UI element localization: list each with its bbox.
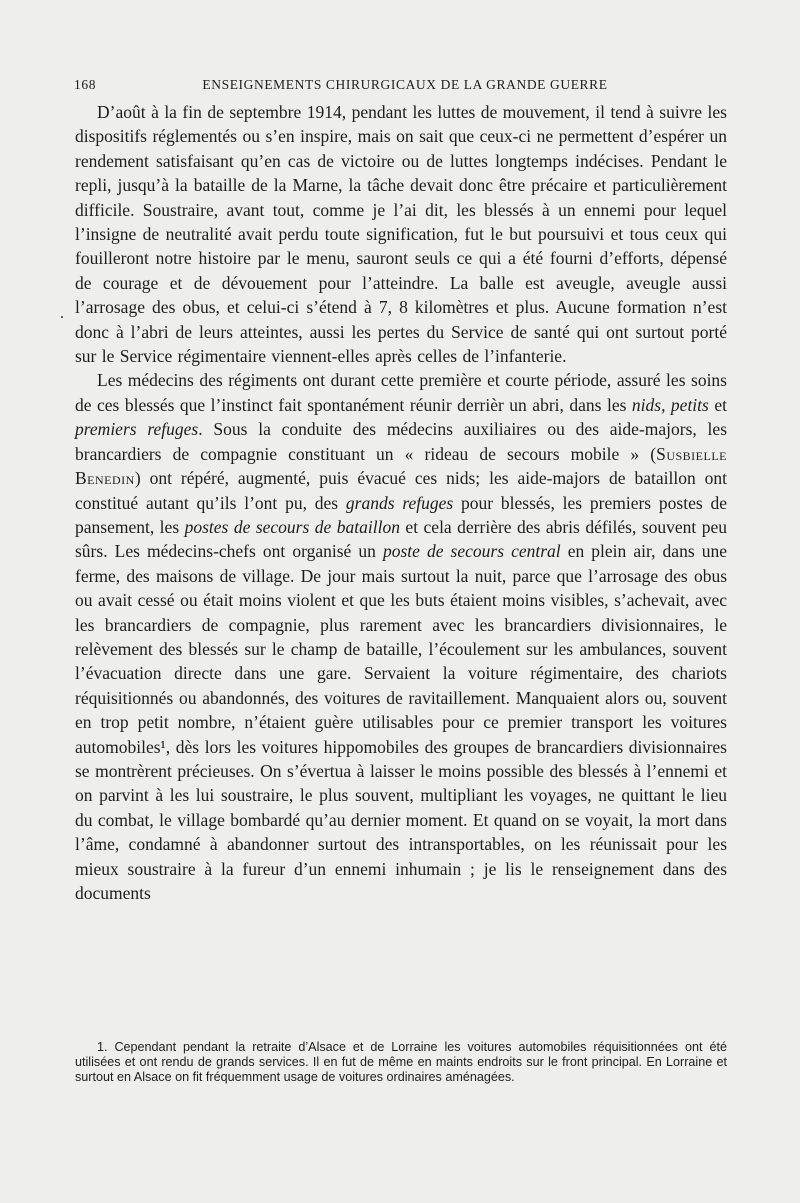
page-number: 168 [74,77,97,92]
text-segment: Les médecins des régiments ont durant cette première et courte période, assuré les soins de ces blessés que l’instinct fait spontanément réunir derrièr un abri, dans les [75,370,727,415]
text-segment: en plein air, dans une ferme, des maisons de village. De jour mais surtout la nuit, parce que l’arrosage des obus ou avait cessé ou était moins violent et que les buts étaient moins visibles, s’achevait, avec les brancardiers de compagnie, plus rarement avec les brancardiers divisionnaires, le relèvement des blessés sur le champ de bataille, l’écoulement sur les ambulances, souvent l’évacuation directe dans une gare. Servaient la voiture régimentaire, des chariots réquisitionnés ou abandonnés, des voitures de ravitaillement. Manquaient alors ou, souvent en trop petit nombre, n’étaient guère utilisables pour ce premier transport les voitures automobiles¹, dès lors les voitures hippomobiles des groupes de brancardiers divisionnaires se montrèrent précieuses. On s’évertua à laisser le moins possible des blessés à l’ennemi et on parvint à les lui soustraire, le plus souvent, multipliant les voyages, ne quittant le lieu du combat, le village bombardé qu’au dernier moment. Et quand on se voyait, la mort dans l’âme, condamné à abandonner surtout des intransportables, on les réunissait pour les mieux soustraire à la fureur d’un ennemi inhumain ; je lis le renseignement dans des documents [75,541,727,903]
text-segment: nids, petits [631,394,709,415]
footnotes [75,1040,727,1086]
text-segment: poste de secours central [382,541,561,562]
text-segment: postes de secours de bataillon [184,516,400,537]
margin-mark: . [60,305,64,322]
text-segment: et [708,394,727,415]
text-segment: ) ont répéré, augmenté, puis évacué ces nids; les aide-majors de bataillon ont constitué autant qu’ils l’ont pu, des [75,468,727,513]
text-segment: et cela derrière des abris défilés, souvent peu sûrs. Les médecins-chefs ont organisé un [75,516,728,562]
running-title: ENSEIGNEMENTS CHIRURGICAUX DE LA GRANDE GUERRE [202,77,608,92]
text-segment: . Sous la conduite des médecins auxiliaires ou des aide-majors, les brancardiers de compagnie constituant un « rideau de secours mobile » ( [75,419,728,464]
text-segment: D’août à la fin de septembre 1914, pendant les luttes de mouvement, il tend à suivre les dispositifs réglementés ou s’en inspire, mais on sait que ceux-ci ne permettent d’espérer un rendement satisfaisant qu’en cas de victoire ou de luttes longtemps indécises. Pendant le repli, jusqu’à la bataille de la Marne, la tâche devait donc être précaire et particulièrement difficile. Soustraire, avant tout, comme je l’ai dit, les blessés à un ennemi pour lequel l’insigne de neutralité avait perdu toute signification, fut le but poursuivi et tous ceux qui fouilleront notre histoire par le menu, sauront seuls ce qui a été fourni d’efforts, dépensé de courage et de dévouement pour l’atteindre. La balle est aveugle, aveugle aussi l’arrosage des obus, et celui-ci s’étend à 7, 8 kilomètres et plus. Aucune formation n’est donc à l’abri de leurs atteintes, aussi les pertes du Service de santé qui ont surtout porté sur le Service régimentaire viennent-elles après celles de l’infanterie. [75,102,727,367]
running-head [74,77,726,99]
text-segment: grands refuges [345,492,454,513]
footnote-1: 1. Cependant pendant la retraite d’Alsace et de Lorraine les voitures automobiles réquisitionnées ont été utilisées et ont rendu de grands services. Il en fut de même en maints endroits sur le front principal. En Lorraine et surtout en Alsace on fit fréquemment usage de voitures ordinaires aménagées. [75,1040,727,1085]
paragraph-1 [75,100,727,368]
body-text [75,100,727,905]
paragraph-2 [75,368,727,905]
text-segment: pour blessés, les premiers postes de pansement, les [75,492,727,537]
text-segment: Susbielle Benedin [75,443,727,489]
text-segment: premiers refuges [75,419,199,440]
